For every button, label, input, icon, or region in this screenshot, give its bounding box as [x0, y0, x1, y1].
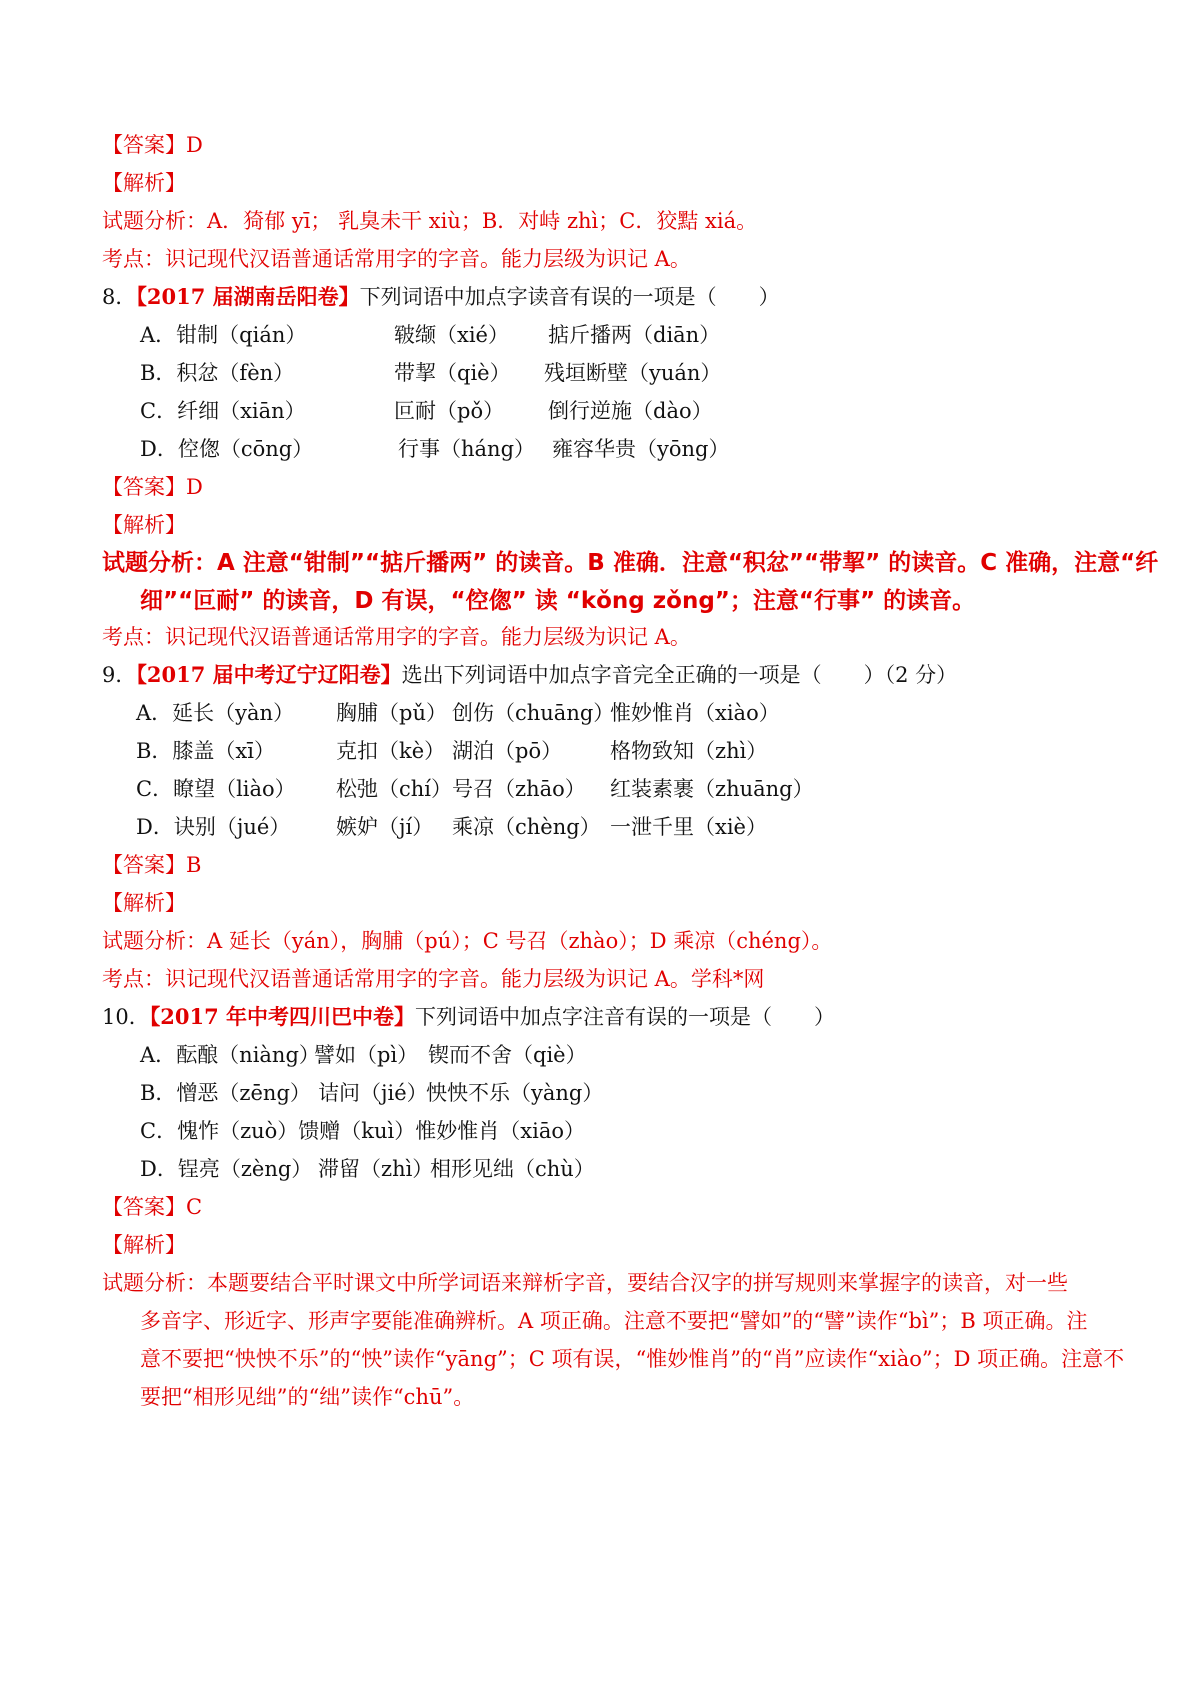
q10-option-d-3: 相形见绌（chù） [430, 1157, 595, 1181]
q9-option-c-1: C．瞭望（liào） [136, 777, 296, 801]
q10-analysis-line2: 多音字、形近字、形声字要能准确辨析。A 项正确。注意不要把“譬如”的“譬”读作“bì”；B 项正确。注 [140, 1309, 1088, 1333]
q8-source: 【2017 届湖南岳阳卷】 [136, 284, 360, 309]
q7-kaodian: 考点：识记现代汉语普通话常用字的字音。能力层级为识记 A。 [102, 247, 691, 271]
q9-option-c-2: 松弛（chí） [336, 777, 453, 801]
q9-option-a-1: A．延长（yàn） [136, 701, 295, 725]
q10-header [102, 1003, 835, 1031]
q8-option-c-3: 倒行逆施（dào） [548, 399, 713, 423]
q8-option-a-2: 皲缬（xié） [394, 323, 509, 347]
q9-analysis-label: 【解析】 [102, 891, 186, 915]
q8-header [102, 283, 780, 311]
q9-option-d-1: D．诀别（jué） [136, 815, 291, 839]
q9-option-b-2: 克扣（kè） [336, 739, 446, 763]
q10-stem: 下列词语中加点字注音有误的一项是（ ） [415, 1005, 835, 1029]
q9-answer: 【答案】B [102, 853, 202, 877]
q9-source: 【2017 届中考辽宁辽阳卷】 [136, 662, 402, 687]
q8-option-d-3: 雍容华贵（yōng） [552, 437, 730, 461]
q9-option-c-3: 号召（zhāo） [452, 777, 586, 801]
q10-answer: 【答案】C [102, 1195, 203, 1219]
q9-number: 9． [102, 663, 137, 687]
q10-analysis-label: 【解析】 [102, 1233, 186, 1257]
q10-analysis-line1: 试题分析：本题要结合平时课文中所学词语来辩析字音，要结合汉字的拼写规则来掌握字的读音，对一些 [102, 1271, 1068, 1295]
q8-option-b-1: B．积忿（fèn） [140, 361, 295, 385]
q8-number: 8． [102, 285, 137, 309]
q8-stem: 下列词语中加点字读音有误的一项是（ ） [359, 285, 780, 309]
q8-option-b-3: 残垣断壁（yuán） [544, 361, 722, 385]
q10-option-a-1: A．酝酿（niàng） [140, 1043, 320, 1067]
q9-option-c-4: 红装素裹（zhuāng） [610, 777, 814, 801]
q10-option-c-1: C．愧怍（zuò）馈赠（kuì）惟妙惟肖（xiāo） [140, 1119, 585, 1143]
q9-option-a-3: 创伤（chuāng） [452, 701, 615, 725]
q9-kaodian: 考点：识记现代汉语普通话常用字的字音。能力层级为识记 A。学科*网 [102, 967, 765, 991]
q7-analysis: 试题分析：A．猗郁 yī； 乳臭未干 xiù；B．对峙 zhì；C．狡黠 xiá。 [102, 209, 758, 233]
q9-analysis: 试题分析：A 延长（yán），胸脯（pú）；C 号召（zhào）；D 乘凉（chéng）。 [102, 929, 833, 953]
q8-option-d-1: D．倥偬（cōng） [140, 437, 314, 461]
q8-analysis-line2: 细”“叵耐” 的读音，D 有误，“倥偬” 读 “kǒng zǒng”；注意“行事” 的读音。 [140, 588, 976, 614]
q9-stem: 选出下列词语中加点字音完全正确的一项是（ ）（2 分） [401, 663, 958, 687]
q10-source: 【2017 年中考四川巴中卷】 [149, 1004, 415, 1029]
q9-option-a-2: 胸脯（pǔ） [336, 701, 447, 725]
q9-option-a-4: 惟妙惟肖（xiào） [610, 701, 780, 725]
q8-answer: 【答案】D [102, 475, 203, 499]
q10-option-d-2: 滞留（zhì） [318, 1157, 434, 1181]
q10-analysis-line3: 意不要把“怏怏不乐”的“怏”读作“yāng”；C 项有误，“惟妙惟肖”的“肖”应读作“xiào”；D 项正确。注意不 [140, 1347, 1125, 1371]
q7-answer: 【答案】D [102, 133, 203, 157]
q9-option-b-3: 湖泊（pō） [452, 739, 563, 763]
q10-option-d-1: D．锃亮（zèng） [140, 1157, 313, 1181]
q9-option-b-1: B．膝盖（xī） [136, 739, 275, 763]
q8-option-a-3: 掂斤播两（diān） [548, 323, 721, 347]
q10-option-b-1: B．憎恶（zēng） [140, 1081, 311, 1105]
q10-option-b-2: 诘问（jié） [318, 1081, 428, 1105]
q8-option-c-1: C．纤细（xiān） [140, 399, 306, 423]
q9-option-b-4: 格物致知（zhì） [610, 739, 768, 763]
q9-header [102, 661, 957, 689]
q9-option-d-3: 乘凉（chèng） [452, 815, 601, 839]
q10-analysis-line4: 要把“相形见绌”的“绌”读作“chū”。 [140, 1385, 475, 1409]
q9-option-d-2: 嫉妒（jí） [336, 815, 434, 839]
q10-option-a-2: 譬如（pì） [314, 1043, 419, 1067]
q10-option-b-3: 怏怏不乐（yàng） [426, 1081, 604, 1105]
q8-option-d-2: 行事（háng） [398, 437, 536, 461]
q8-option-b-2: 带挈（qiè） [394, 361, 511, 385]
q8-option-c-2: 叵耐（pǒ） [394, 399, 505, 423]
q8-kaodian: 考点：识记现代汉语普通话常用字的字音。能力层级为识记 A。 [102, 625, 691, 649]
q8-analysis-label: 【解析】 [102, 513, 186, 537]
q10-option-a-3: 锲而不舍（qiè） [428, 1043, 587, 1067]
q10-number: 10． [102, 1005, 150, 1029]
q8-analysis-line1: 试题分析：A 注意“钳制”“掂斤播两” 的读音。B 准确．注意“积忿”“带挈” 的读音。C 准确，注意“纤 [102, 550, 1159, 576]
q9-option-d-4: 一泄千里（xiè） [610, 815, 767, 839]
q7-analysis-label: 【解析】 [102, 171, 186, 195]
q8-option-a-1: A．钳制（qián） [140, 323, 307, 347]
